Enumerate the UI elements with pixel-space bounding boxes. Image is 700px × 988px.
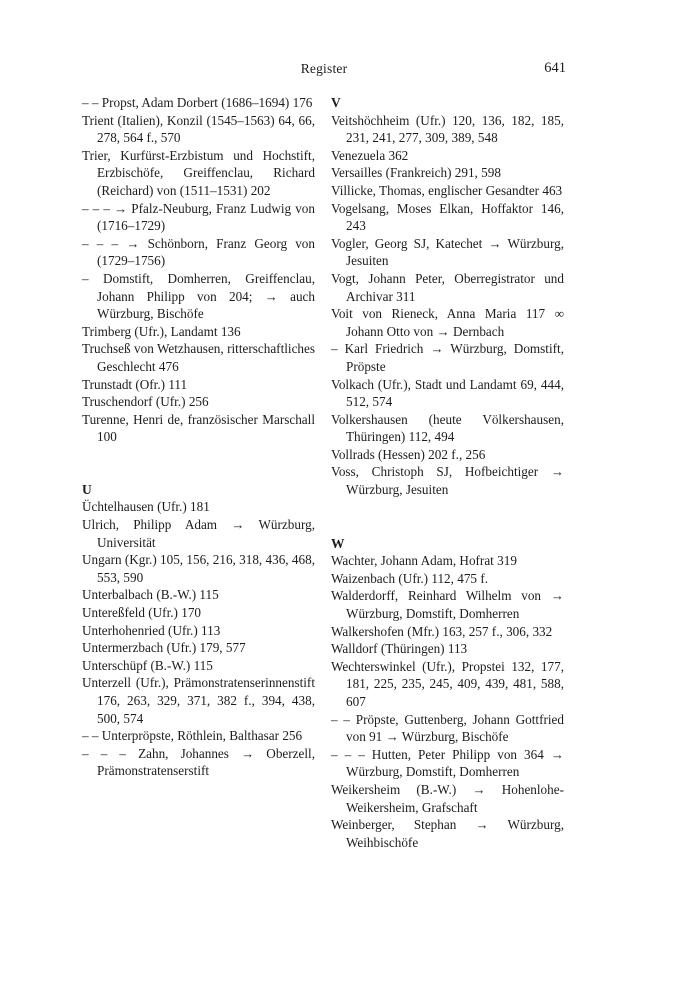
index-entry: Unterschüpf (B.-W.) 115 <box>82 657 213 673</box>
index-entry: Vogler, Georg SJ, Katechet → Würzburg, Jesuiten <box>331 235 564 269</box>
section-gap <box>331 499 564 535</box>
index-entry: Vollrads (Hessen) 202 f., 256 <box>331 446 486 462</box>
index-entry: Üchtelhausen (Ufr.) 181 <box>82 499 210 515</box>
index-entry: – Karl Friedrich → Würzburg, Domstift, Pröpste <box>331 341 564 374</box>
index-entry: Weinberger, Stephan → Würzburg, Weihbischöfe <box>331 817 564 850</box>
index-entry: Wechterswinkel (Ufr.), Propstei 132, 177, 181, 225, 235, 245, 409, 439, 481, 588, 607 <box>331 658 564 709</box>
index-entry: – Domstift, Domherren, Greiffenclau, Johann Philipp von 204; → auch Würzburg, Bischöfe <box>82 270 315 322</box>
index-entry: – – – Zahn, Johannes → Oberzell, Prämonstratenserstift <box>82 745 315 779</box>
index-entry: Truchseß von Wetzhausen, ritterschaftliches Geschlecht 476 <box>82 341 315 374</box>
index-entry: Trunstadt (Ofr.) 111 <box>82 376 188 392</box>
index-column-right <box>331 94 564 851</box>
index-entry: Volkershausen (heute Völkershausen, Thüringen) 112, 494 <box>331 411 564 445</box>
index-entry: Truschendorf (Ufr.) 256 <box>82 394 209 410</box>
index-entry: Volkach (Ufr.), Stadt und Landamt 69, 444, 512, 574 <box>331 376 564 410</box>
index-entry: Unterhohenried (Ufr.) 113 <box>82 622 221 638</box>
section-gap <box>82 446 315 481</box>
page-number: 641 <box>544 60 566 76</box>
index-entry: Ungarn (Kgr.) 105, 156, 216, 318, 436, 468, 553, 590 <box>82 552 315 585</box>
index-entry: Trient (Italien), Konzil (1545–1563) 64, 66, 278, 564 f., 570 <box>82 112 315 146</box>
index-entry: Unterzell (Ufr.), Prämonstratenserinnenstift 176, 263, 329, 371, 382 f., 394, 438, 500, 574 <box>82 675 315 726</box>
index-entry: Ulrich, Philipp Adam → Würzburg, Universität <box>82 517 315 550</box>
section-letter-w: W <box>331 535 345 551</box>
index-entry: Walderdorff, Reinhard Wilhelm von → Würzburg, Domstift, Domherren <box>331 588 564 622</box>
index-entry: Turenne, Henri de, französischer Marschall 100 <box>82 411 315 445</box>
index-entry: Venezuela 362 <box>331 147 409 163</box>
section-letter-u: U <box>82 481 92 497</box>
section-letter-v: V <box>331 95 341 110</box>
index-column-left <box>82 94 315 780</box>
index-entry: – – – Hutten, Peter Philipp von 364 → Würzburg, Domstift, Domherren <box>331 746 564 780</box>
index-entry: Veitshöchheim (Ufr.) 120, 136, 182, 185, 231, 241, 277, 309, 389, 548 <box>331 112 564 146</box>
index-entry: – – Propst, Adam Dorbert (1686–1694) 176 <box>82 95 313 110</box>
index-entry: – – – → Pfalz-Neuburg, Franz Ludwig von (1716–1729) <box>82 200 315 234</box>
index-entry: Voss, Christoph SJ, Hofbeichtiger → Würzburg, Jesuiten <box>331 464 564 498</box>
index-entry: Vogelsang, Moses Elkan, Hoffaktor 146, 243 <box>331 200 564 234</box>
index-entry: Weikersheim (B.-W.) → Hohenlohe-Weikersheim, Grafschaft <box>331 781 564 815</box>
index-entry: Untereßfeld (Ufr.) 170 <box>82 605 202 621</box>
index-entry: Trimberg (Ufr.), Landamt 136 <box>82 323 241 339</box>
index-entry: Wachter, Johann Adam, Hofrat 319 <box>331 553 517 569</box>
index-entry: – – Pröpste, Guttenberg, Johann Gottfried von 91 → Würzburg, Bischöfe <box>331 711 564 745</box>
index-entry: Voit von Rieneck, Anna Maria 117 ∞ Johann Otto von → Dernbach <box>331 306 564 339</box>
running-head: Register <box>300 61 348 76</box>
index-entry: – – Unterpröpste, Röthlein, Balthasar 256 <box>82 728 303 744</box>
index-entry: – – – → Schönborn, Franz Georg von (1729–1756) <box>82 235 315 269</box>
index-entry: Trier, Kurfürst-Erzbistum und Hochstift, Erzbischöfe, Greiffenclau, Richard (Reichard) von (1511–1531) 202 <box>82 147 315 198</box>
index-entry: Vogt, Johann Peter, Oberregistrator und Archivar 311 <box>331 270 564 304</box>
index-entry: Villicke, Thomas, englischer Gesandter 463 <box>331 182 563 198</box>
index-entry: Walldorf (Thüringen) 113 <box>331 641 468 657</box>
index-entry: Versailles (Frankreich) 291, 598 <box>331 165 501 181</box>
page-header <box>82 61 566 81</box>
index-entry: Waizenbach (Ufr.) 112, 475 f. <box>331 570 489 586</box>
index-entry: Unterbalbach (B.-W.) 115 <box>82 587 219 603</box>
index-entry: Walkershofen (Mfr.) 163, 257 f., 306, 332 <box>331 623 553 639</box>
index-entry: Untermerzbach (Ufr.) 179, 577 <box>82 640 246 656</box>
